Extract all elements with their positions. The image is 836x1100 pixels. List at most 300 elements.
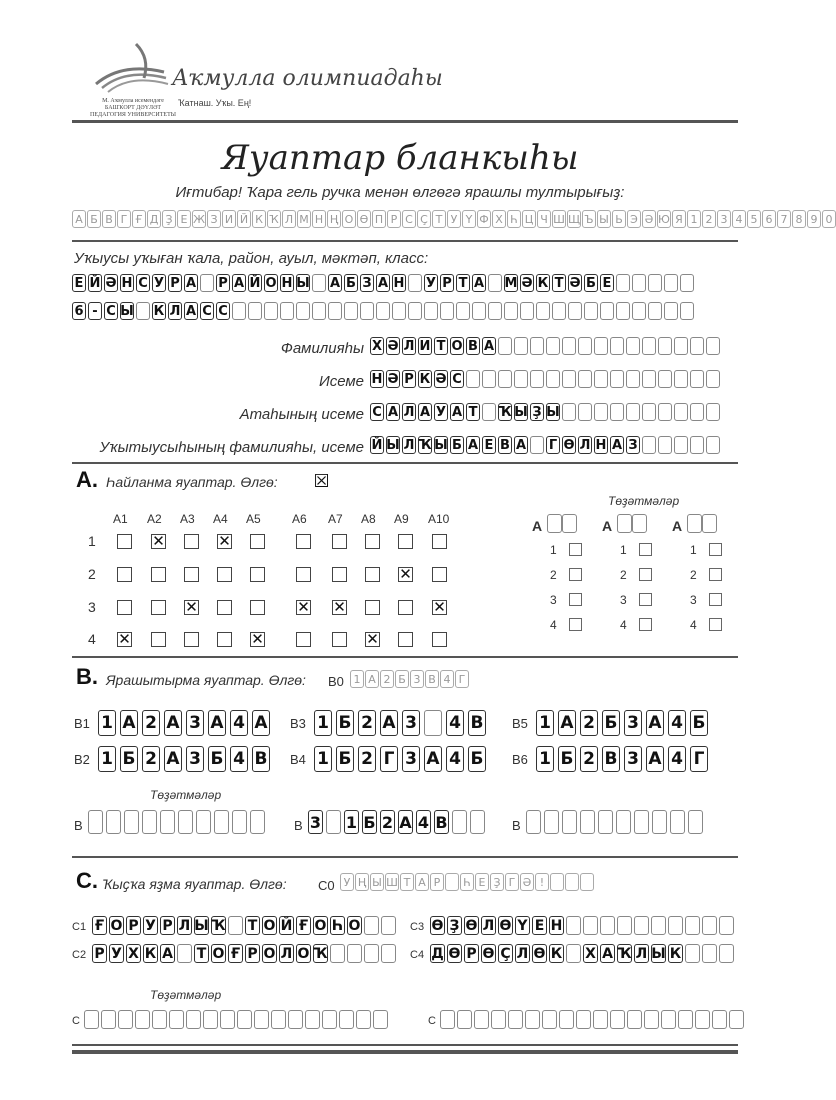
correction-cell[interactable]: 1 xyxy=(344,810,359,834)
letter-cell[interactable] xyxy=(584,302,598,320)
answer-checkbox[interactable] xyxy=(432,567,447,582)
answer-cell[interactable]: К xyxy=(669,945,682,962)
answer-cell[interactable]: Ө xyxy=(448,945,461,962)
answer-cell[interactable] xyxy=(566,944,581,963)
answer-cell[interactable]: Х xyxy=(126,944,141,963)
correction-cell[interactable] xyxy=(627,1010,642,1029)
letter-cell[interactable]: Л xyxy=(169,303,181,319)
patronymic-field[interactable] xyxy=(370,403,720,421)
letter-cell[interactable]: А xyxy=(233,275,245,291)
letter-cell[interactable]: Ы xyxy=(120,303,134,319)
letter-cell[interactable]: Т xyxy=(456,274,470,292)
correction-checkbox[interactable] xyxy=(639,593,652,606)
answer-cell[interactable]: 4 xyxy=(230,710,248,736)
letter-cell[interactable] xyxy=(264,302,278,320)
answer-cell[interactable]: О xyxy=(314,917,327,934)
letter-cell[interactable] xyxy=(690,436,704,454)
letter-cell[interactable] xyxy=(440,302,454,320)
answer-checkbox[interactable] xyxy=(432,534,447,549)
letter-cell[interactable]: Б xyxy=(344,274,358,292)
letter-cell[interactable] xyxy=(248,302,262,320)
letter-cell[interactable] xyxy=(658,337,672,355)
answer-cell[interactable]: 3 xyxy=(624,746,642,772)
surname-field[interactable] xyxy=(370,337,720,355)
letter-cell[interactable] xyxy=(562,337,576,355)
correction-cell[interactable] xyxy=(610,1010,625,1029)
letter-cell[interactable] xyxy=(488,274,502,292)
answer-cell[interactable]: Р xyxy=(464,944,479,963)
answer-cell[interactable]: Г xyxy=(690,746,708,772)
letter-cell[interactable]: Л xyxy=(403,338,415,354)
correction-cell[interactable] xyxy=(562,514,577,533)
letter-cell[interactable] xyxy=(610,337,624,355)
answer-checkbox[interactable]: ✕ xyxy=(433,598,446,616)
letter-cell[interactable]: Л xyxy=(579,437,591,453)
letter-cell[interactable] xyxy=(482,403,496,421)
answer-cell[interactable]: А xyxy=(164,710,182,736)
letter-cell[interactable] xyxy=(504,302,518,320)
letter-cell[interactable] xyxy=(392,302,406,320)
answer-cell[interactable]: Т xyxy=(194,944,209,963)
answer-checkbox[interactable] xyxy=(250,600,265,615)
answer-row[interactable] xyxy=(536,746,708,772)
answer-cell[interactable]: 3 xyxy=(402,710,420,736)
answer-cell[interactable]: Ө xyxy=(431,917,444,934)
answer-cell[interactable]: Ы xyxy=(651,945,666,962)
answer-cell[interactable]: Й xyxy=(280,917,293,934)
letter-cell[interactable] xyxy=(594,337,608,355)
correction-cell[interactable] xyxy=(542,1010,557,1029)
letter-cell[interactable] xyxy=(706,436,720,454)
answer-cell[interactable]: 2 xyxy=(580,746,598,772)
correction-cell[interactable]: Б xyxy=(362,810,377,834)
answer-checkbox[interactable] xyxy=(151,567,166,582)
letter-cell[interactable]: М xyxy=(504,275,518,291)
letter-cell[interactable] xyxy=(328,302,342,320)
letter-cell[interactable]: О xyxy=(451,338,463,354)
letter-cell[interactable]: Л xyxy=(403,437,415,453)
correction-checkbox[interactable] xyxy=(639,568,652,581)
letter-cell[interactable]: О xyxy=(265,275,277,291)
answer-cell[interactable]: Ҙ xyxy=(447,916,462,935)
correction-cell[interactable] xyxy=(670,810,685,834)
answer-checkbox[interactable] xyxy=(250,534,265,549)
letter-cell[interactable] xyxy=(424,302,438,320)
letter-cell[interactable]: Е xyxy=(482,436,496,454)
correction-cell[interactable] xyxy=(678,1010,693,1029)
answer-cell[interactable]: О xyxy=(297,945,310,962)
letter-cell[interactable] xyxy=(472,302,486,320)
correction-cell[interactable] xyxy=(101,1010,116,1029)
correction-row[interactable] xyxy=(440,1010,744,1029)
answer-cell[interactable]: К xyxy=(550,945,563,962)
correction-cell[interactable] xyxy=(593,1010,608,1029)
correction-row[interactable] xyxy=(308,810,485,834)
answer-cell[interactable]: Ғ xyxy=(228,944,243,963)
answer-checkbox[interactable]: ✕ xyxy=(366,630,379,648)
correction-checkbox[interactable] xyxy=(639,618,652,631)
letter-cell[interactable] xyxy=(360,302,374,320)
letter-cell[interactable]: А xyxy=(185,303,197,319)
correction-cell[interactable]: 3 xyxy=(308,810,323,834)
letter-cell[interactable]: А xyxy=(419,404,431,420)
answer-cell[interactable] xyxy=(634,916,649,935)
answer-checkbox[interactable]: ✕ xyxy=(251,630,264,648)
answer-cell[interactable]: 3 xyxy=(186,710,204,736)
letter-cell[interactable]: Н xyxy=(595,437,607,453)
letter-cell[interactable]: А xyxy=(473,275,485,291)
answer-row[interactable] xyxy=(536,710,708,736)
letter-cell[interactable] xyxy=(562,370,576,388)
correction-cell[interactable] xyxy=(142,810,157,834)
letter-cell[interactable]: Й xyxy=(371,437,383,453)
letter-cell[interactable] xyxy=(674,370,688,388)
letter-cell[interactable] xyxy=(312,302,326,320)
answer-checkbox[interactable] xyxy=(217,632,232,647)
answer-checkbox[interactable]: ✕ xyxy=(297,598,310,616)
letter-cell[interactable]: Ә xyxy=(105,275,117,291)
answer-cell[interactable]: 1 xyxy=(98,746,116,772)
letter-cell[interactable]: А xyxy=(451,404,463,420)
answer-checkbox[interactable] xyxy=(217,567,232,582)
letter-cell[interactable] xyxy=(562,403,576,421)
correction-checkbox[interactable] xyxy=(569,568,582,581)
letter-cell[interactable]: Ҡ xyxy=(498,404,512,420)
letter-cell[interactable]: А xyxy=(611,437,623,453)
answer-checkbox[interactable] xyxy=(184,632,199,647)
correction-cell[interactable] xyxy=(661,1010,676,1029)
answer-cell[interactable]: А xyxy=(646,710,664,736)
letter-cell[interactable] xyxy=(546,370,560,388)
letter-cell[interactable] xyxy=(594,403,608,421)
correction-cell[interactable] xyxy=(470,810,485,834)
letter-cell[interactable] xyxy=(658,403,672,421)
answer-cell[interactable]: Л xyxy=(516,945,529,962)
answer-cell[interactable]: Ҡ xyxy=(211,917,226,934)
letter-cell[interactable]: Р xyxy=(168,274,182,292)
letter-cell[interactable]: С xyxy=(450,370,464,388)
correction-cell[interactable] xyxy=(688,810,703,834)
correction-cell[interactable] xyxy=(326,810,341,834)
answer-cell[interactable] xyxy=(347,944,362,963)
correction-cell[interactable] xyxy=(135,1010,150,1029)
letter-cell[interactable]: Т xyxy=(466,403,480,421)
letter-cell[interactable]: А xyxy=(515,437,527,453)
correction-row[interactable] xyxy=(84,1010,388,1029)
answer-cell[interactable]: У xyxy=(109,944,124,963)
answer-checkbox[interactable] xyxy=(398,600,413,615)
letter-cell[interactable]: А xyxy=(185,275,197,291)
correction-cell[interactable] xyxy=(712,1010,727,1029)
letter-cell[interactable] xyxy=(456,302,470,320)
answer-row[interactable] xyxy=(98,710,270,736)
letter-cell[interactable]: Р xyxy=(402,370,416,388)
answer-cell[interactable]: 1 xyxy=(314,710,332,736)
letter-cell[interactable] xyxy=(466,370,480,388)
letter-cell[interactable] xyxy=(530,370,544,388)
letter-cell[interactable]: У xyxy=(425,275,437,291)
correction-cell[interactable] xyxy=(305,1010,320,1029)
answer-row[interactable] xyxy=(314,746,486,772)
correction-cell[interactable] xyxy=(118,1010,133,1029)
answer-cell[interactable]: 4 xyxy=(230,746,248,772)
correction-cell[interactable] xyxy=(598,810,613,834)
letter-cell[interactable]: Ы xyxy=(296,275,310,291)
letter-cell[interactable]: Ҙ xyxy=(530,403,544,421)
letter-cell[interactable]: К xyxy=(153,303,165,319)
letter-cell[interactable] xyxy=(690,403,704,421)
letter-cell[interactable] xyxy=(408,302,422,320)
letter-cell[interactable] xyxy=(536,302,550,320)
letter-cell[interactable]: С xyxy=(370,403,384,421)
answer-checkbox[interactable] xyxy=(117,600,132,615)
answer-cell[interactable]: 4 xyxy=(668,710,686,736)
answer-cell[interactable]: 2 xyxy=(142,746,160,772)
correction-cell[interactable] xyxy=(702,514,717,533)
answer-checkbox[interactable] xyxy=(296,567,311,582)
correction-cell[interactable] xyxy=(440,1010,455,1029)
letter-cell[interactable] xyxy=(296,302,310,320)
correction-cell[interactable] xyxy=(491,1010,506,1029)
letter-cell[interactable]: Е xyxy=(72,274,86,292)
answer-cell[interactable]: 3 xyxy=(624,710,642,736)
letter-cell[interactable]: Х xyxy=(371,338,383,354)
answer-cell[interactable]: А xyxy=(380,710,398,736)
letter-cell[interactable]: Р xyxy=(216,274,230,292)
answer-cell[interactable]: К xyxy=(144,945,157,962)
letter-cell[interactable] xyxy=(600,302,614,320)
letter-cell[interactable] xyxy=(610,403,624,421)
correction-cell[interactable] xyxy=(457,1010,472,1029)
correction-cell[interactable] xyxy=(652,810,667,834)
letter-cell[interactable] xyxy=(664,302,678,320)
answer-checkbox[interactable] xyxy=(365,600,380,615)
letter-cell[interactable] xyxy=(706,403,720,421)
letter-cell[interactable] xyxy=(578,403,592,421)
answer-cell[interactable] xyxy=(177,944,192,963)
answer-cell[interactable]: 2 xyxy=(142,710,160,736)
letter-cell[interactable] xyxy=(408,274,422,292)
answer-cell[interactable]: Ө xyxy=(533,945,546,962)
answer-checkbox[interactable] xyxy=(332,632,347,647)
answer-cell[interactable]: Н xyxy=(550,917,563,934)
correction-cell[interactable] xyxy=(526,810,541,834)
letter-cell[interactable]: В xyxy=(466,337,480,355)
correction-cell[interactable] xyxy=(617,514,632,533)
correction-cell[interactable]: 2 xyxy=(380,810,395,834)
answer-cell[interactable]: 4 xyxy=(446,710,464,736)
answer-cell[interactable]: Г xyxy=(380,746,398,772)
letter-cell[interactable] xyxy=(200,274,214,292)
answer-cell[interactable] xyxy=(228,916,243,935)
letter-cell[interactable]: А xyxy=(387,404,399,420)
letter-cell[interactable] xyxy=(626,337,640,355)
answer-cell[interactable]: 2 xyxy=(358,710,376,736)
answer-cell[interactable]: А xyxy=(120,710,138,736)
letter-cell[interactable] xyxy=(312,274,326,292)
answer-cell[interactable] xyxy=(364,944,379,963)
letter-cell[interactable] xyxy=(626,403,640,421)
letter-cell[interactable]: Ә xyxy=(435,371,447,387)
answer-checkbox[interactable]: ✕ xyxy=(333,598,346,616)
answer-cell[interactable]: Р xyxy=(160,916,175,935)
letter-cell[interactable] xyxy=(632,274,646,292)
letter-cell[interactable] xyxy=(610,370,624,388)
letter-cell[interactable] xyxy=(632,302,646,320)
letter-cell[interactable] xyxy=(280,302,294,320)
answer-cell[interactable]: Ҡ xyxy=(617,945,632,962)
answer-checkbox[interactable] xyxy=(217,600,232,615)
answer-cell[interactable]: 1 xyxy=(314,746,332,772)
letter-cell[interactable]: Е xyxy=(600,274,614,292)
letter-cell[interactable]: Ы xyxy=(386,437,400,453)
answer-cell[interactable] xyxy=(719,916,734,935)
answer-checkbox[interactable]: ✕ xyxy=(218,532,231,550)
letter-cell[interactable]: Л xyxy=(403,404,415,420)
correction-cell[interactable] xyxy=(169,1010,184,1029)
answer-cell[interactable]: О xyxy=(348,917,361,934)
letter-cell[interactable]: Ә xyxy=(387,338,399,354)
letter-cell[interactable] xyxy=(648,302,662,320)
letter-cell[interactable] xyxy=(642,337,656,355)
correction-row[interactable] xyxy=(88,810,265,834)
letter-cell[interactable]: А xyxy=(377,275,389,291)
letter-cell[interactable]: Т xyxy=(552,274,566,292)
correction-cell[interactable]: В xyxy=(434,810,449,834)
correction-checkbox[interactable] xyxy=(709,568,722,581)
letter-cell[interactable]: А xyxy=(329,275,341,291)
correction-cell[interactable] xyxy=(525,1010,540,1029)
correction-cell[interactable] xyxy=(196,810,211,834)
teacher-field[interactable] xyxy=(370,436,720,454)
answer-cell[interactable]: Ҡ xyxy=(313,945,328,962)
correction-cell[interactable] xyxy=(322,1010,337,1029)
answer-cell[interactable]: 3 xyxy=(402,746,420,772)
letter-cell[interactable]: Й xyxy=(89,275,101,291)
correction-checkbox[interactable] xyxy=(569,543,582,556)
letter-cell[interactable]: С xyxy=(104,302,118,320)
answer-cell[interactable]: А xyxy=(160,944,175,963)
answer-checkbox[interactable] xyxy=(151,600,166,615)
answer-cell[interactable]: Б xyxy=(336,710,354,736)
answer-cell[interactable] xyxy=(600,916,615,935)
correction-cell[interactable] xyxy=(634,810,649,834)
answer-checkbox[interactable] xyxy=(296,632,311,647)
correction-cell[interactable] xyxy=(544,810,559,834)
letter-cell[interactable] xyxy=(674,403,688,421)
answer-cell[interactable]: Т xyxy=(245,916,260,935)
letter-cell[interactable] xyxy=(546,337,560,355)
correction-cell[interactable] xyxy=(580,810,595,834)
correction-cell[interactable] xyxy=(339,1010,354,1029)
letter-cell[interactable]: Т xyxy=(434,337,448,355)
answer-cell[interactable] xyxy=(364,916,379,935)
letter-cell[interactable]: Ө xyxy=(563,437,575,453)
answer-cell[interactable] xyxy=(702,944,717,963)
answer-cell[interactable] xyxy=(381,916,396,935)
letter-cell[interactable] xyxy=(498,370,512,388)
correction-cell[interactable]: А xyxy=(398,810,413,834)
letter-cell[interactable] xyxy=(616,302,630,320)
letter-cell[interactable]: Й xyxy=(249,275,261,291)
answer-cell[interactable]: Л xyxy=(280,945,293,962)
letter-cell[interactable] xyxy=(706,370,720,388)
answer-row[interactable] xyxy=(92,916,396,935)
letter-cell[interactable]: У xyxy=(435,404,447,420)
answer-cell[interactable]: Б xyxy=(208,746,226,772)
correction-cell[interactable] xyxy=(687,514,702,533)
correction-cell[interactable] xyxy=(576,1010,591,1029)
answer-cell[interactable] xyxy=(617,916,632,935)
answer-cell[interactable]: Ғ xyxy=(92,916,107,935)
answer-cell[interactable]: В xyxy=(468,710,486,736)
answer-cell[interactable]: 2 xyxy=(358,746,376,772)
letter-cell[interactable] xyxy=(530,337,544,355)
letter-cell[interactable] xyxy=(680,302,694,320)
letter-cell[interactable] xyxy=(136,302,150,320)
letter-cell[interactable] xyxy=(642,436,656,454)
letter-cell[interactable]: 6 xyxy=(72,302,86,320)
letter-cell[interactable]: К xyxy=(419,371,431,387)
answer-cell[interactable]: В xyxy=(602,746,620,772)
answer-cell[interactable]: У xyxy=(143,916,158,935)
correction-cell[interactable] xyxy=(616,810,631,834)
letter-cell[interactable] xyxy=(514,337,528,355)
answer-cell[interactable]: Һ xyxy=(331,917,344,934)
answer-cell[interactable]: А xyxy=(252,710,270,736)
letter-cell[interactable]: Н xyxy=(393,275,405,291)
letter-cell[interactable] xyxy=(658,436,672,454)
letter-cell[interactable] xyxy=(680,274,694,292)
correction-cell[interactable] xyxy=(729,1010,744,1029)
answer-cell[interactable]: 4 xyxy=(446,746,464,772)
letter-cell[interactable]: Ә xyxy=(387,371,399,387)
answer-cell[interactable]: А xyxy=(208,710,226,736)
correction-cell[interactable] xyxy=(250,810,265,834)
correction-cell[interactable] xyxy=(220,1010,235,1029)
answer-row[interactable] xyxy=(430,916,734,935)
answer-cell[interactable]: Л xyxy=(635,945,648,962)
correction-checkbox[interactable] xyxy=(569,593,582,606)
answer-cell[interactable] xyxy=(566,916,581,935)
answer-cell[interactable]: О xyxy=(263,945,276,962)
answer-cell[interactable]: Р xyxy=(245,944,260,963)
letter-cell[interactable]: Ҡ xyxy=(418,437,432,453)
firstname-field[interactable] xyxy=(370,370,720,388)
answer-cell[interactable]: Л xyxy=(482,917,495,934)
correction-cell[interactable] xyxy=(271,1010,286,1029)
answer-checkbox[interactable] xyxy=(296,534,311,549)
letter-cell[interactable]: С xyxy=(136,274,150,292)
letter-cell[interactable]: В xyxy=(498,436,512,454)
answer-cell[interactable]: О xyxy=(263,917,276,934)
answer-cell[interactable] xyxy=(651,916,666,935)
answer-cell[interactable]: 1 xyxy=(536,710,554,736)
letter-cell[interactable]: Ы xyxy=(434,437,448,453)
answer-checkbox[interactable] xyxy=(332,567,347,582)
letter-cell[interactable] xyxy=(642,370,656,388)
answer-checkbox[interactable] xyxy=(332,534,347,549)
answer-checkbox[interactable] xyxy=(184,534,199,549)
answer-cell[interactable]: 1 xyxy=(536,746,554,772)
correction-cell[interactable] xyxy=(88,810,103,834)
answer-cell[interactable]: Х xyxy=(583,944,598,963)
answer-cell[interactable]: Б xyxy=(558,746,576,772)
correction-cell[interactable] xyxy=(186,1010,201,1029)
letter-cell[interactable]: С xyxy=(200,302,214,320)
correction-cell[interactable] xyxy=(237,1010,252,1029)
letter-cell[interactable] xyxy=(658,370,672,388)
